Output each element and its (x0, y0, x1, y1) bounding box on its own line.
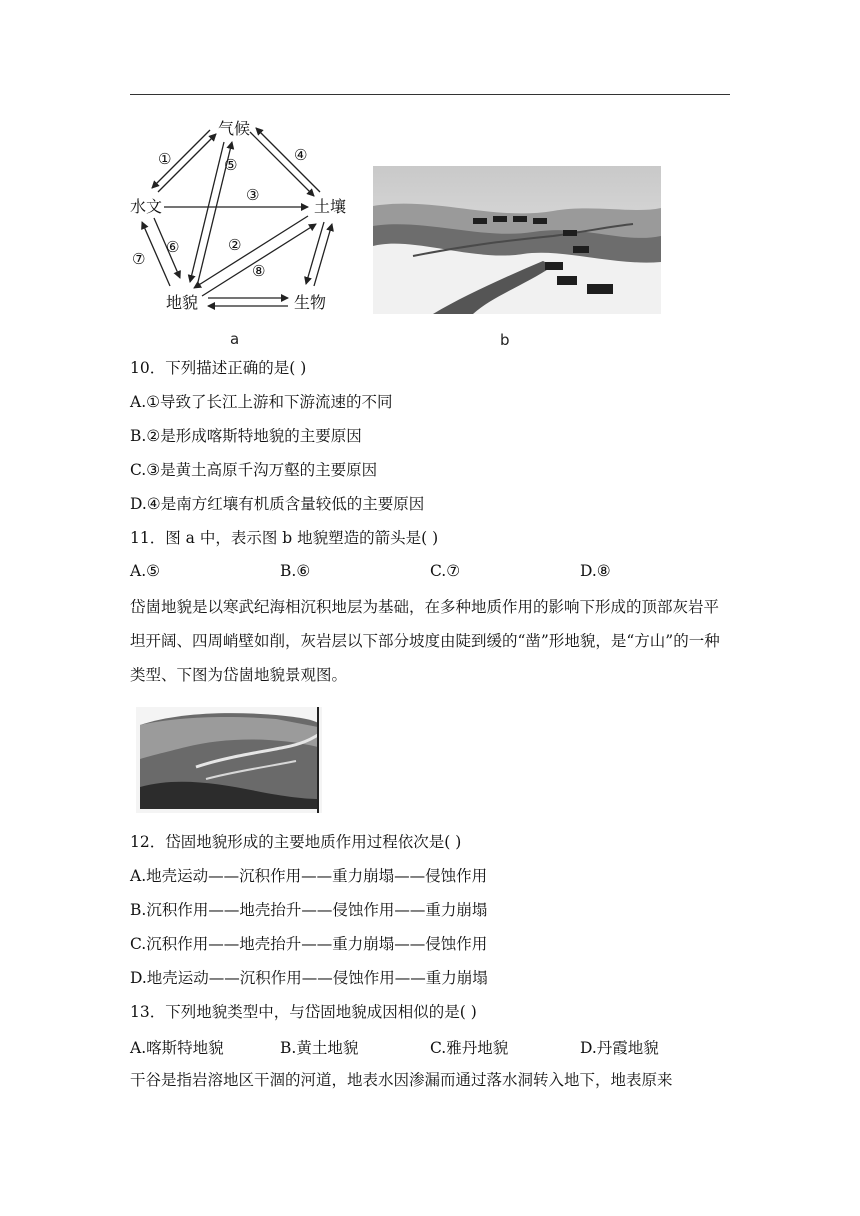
passage-daigu: 岱崮地貌是以寒武纪海相沉积地层为基础，在多种地质作用的影响下形成的顶部灰岩平坦开阔、四周峭壁如削，灰岩层以下部分坡度由陡到缓的“凿”形地貌，是“方山”的一种类型、下图为岱崮地貌景观图。 (130, 598, 720, 684)
label-7: ⑦ (132, 250, 146, 268)
q12-stem: 12．岱固地貌形成的主要地质作用过程依次是( ) (130, 833, 462, 851)
q13-option-b: B.黄土地貌 (280, 1039, 359, 1057)
node-climate: 气候 (218, 119, 251, 138)
figure-a-diagram (128, 112, 360, 348)
q11-stem: 11．图 a 中，表示图 b 地貌塑造的箭头是( ) (130, 529, 439, 547)
node-soil: 土壤 (314, 197, 347, 216)
q11-option-b: B.⑥ (280, 562, 311, 580)
q11-option-a: A.⑤ (130, 562, 161, 580)
label-8: ⑧ (252, 262, 266, 280)
q13-stem: 13．下列地貌类型中，与岱固地貌成因相似的是( ) (130, 1003, 477, 1021)
header-rule (130, 94, 730, 95)
arrow-8 (202, 224, 316, 296)
q11-option-c: C.⑦ (430, 562, 461, 580)
arrow-soil-bio-b (314, 224, 332, 286)
q13-option-c: C.雅丹地貌 (430, 1039, 509, 1057)
figure-b-desert-photo (373, 166, 661, 314)
label-5: ⑤ (224, 156, 238, 174)
q12-option-d: D.地壳运动——沉积作用——侵蚀作用——重力崩塌 (130, 969, 488, 987)
arrow-4a (250, 132, 314, 196)
arrow-5a (190, 142, 224, 282)
q12-option-b: B.沉积作用——地壳抬升——侵蚀作用——重力崩塌 (130, 901, 488, 919)
node-landform: 地貌 (166, 293, 199, 312)
label-3: ③ (246, 186, 260, 204)
daigu-landform-photo (136, 707, 322, 813)
label-1: ① (158, 150, 172, 168)
label-2: ② (228, 236, 242, 254)
label-6: ⑥ (166, 238, 180, 256)
arrow-soil-bio-a (306, 222, 324, 284)
passage-dry-valley: 干谷是指岩溶地区干涸的河道，地表水因渗漏而通过落水洞转入地下，地表原来 (130, 1071, 673, 1089)
q13-option-a: A.喀斯特地貌 (130, 1039, 224, 1057)
label-4: ④ (294, 146, 308, 164)
node-biology: 生物 (294, 293, 327, 312)
q12-option-a: A.地壳运动——沉积作用——重力崩塌——侵蚀作用 (130, 867, 488, 885)
q10-stem: 10．下列描述正确的是( ) (130, 359, 307, 377)
node-hydrology: 水文 (130, 197, 163, 216)
q10-option-b: B.②是形成喀斯特地貌的主要原因 (130, 427, 362, 445)
caption-b: b (500, 331, 510, 349)
q13-option-d: D.丹霞地貌 (580, 1039, 659, 1057)
q12-option-c: C.沉积作用——地壳抬升——重力崩塌——侵蚀作用 (130, 935, 488, 953)
arrow-4b (256, 128, 320, 192)
q10-option-c: C.③是黄土高原千沟万壑的主要原因 (130, 461, 378, 479)
caption-a: a (230, 330, 240, 348)
q10-option-d: D.④是南方红壤有机质含量较低的主要原因 (130, 495, 425, 513)
q10-option-a: A.①导致了长江上游和下游流速的不同 (130, 393, 393, 411)
q11-option-d: D.⑧ (580, 562, 611, 580)
